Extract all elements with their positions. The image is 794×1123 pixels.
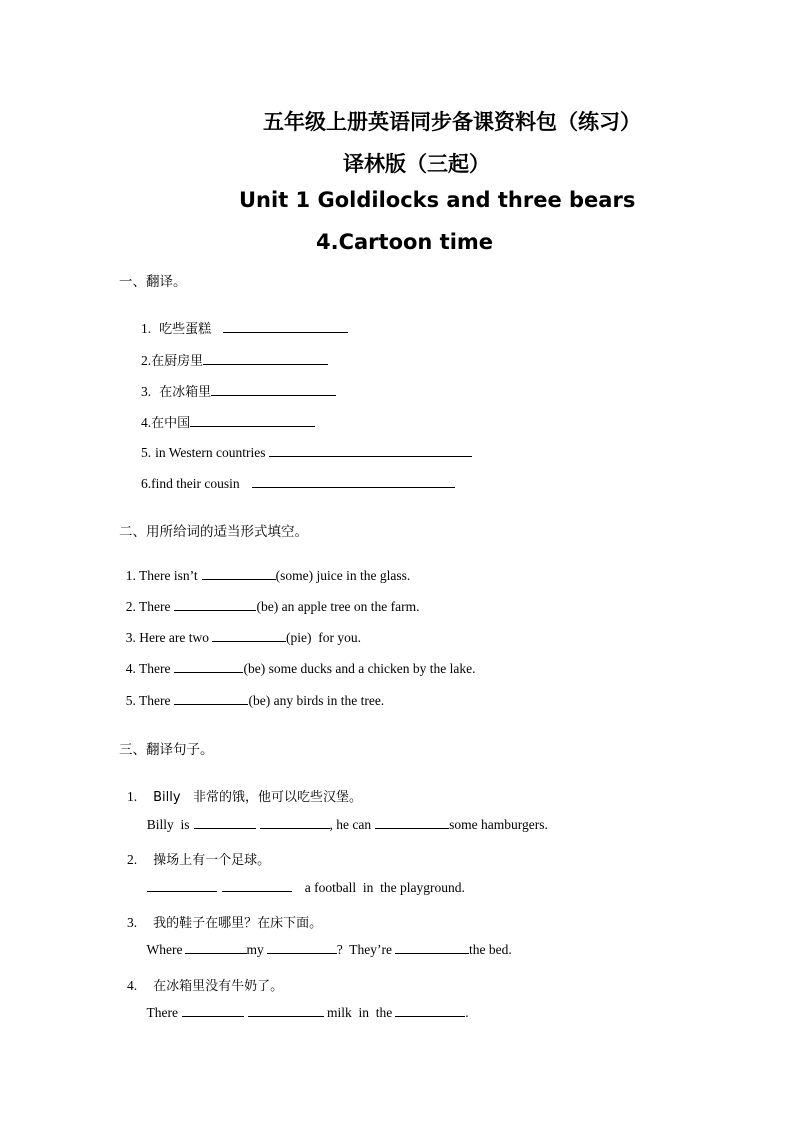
item-number: 2.	[127, 852, 138, 867]
section2-item	[119, 582, 420, 615]
section2-item	[119, 551, 410, 584]
answer-text: There	[146, 1005, 178, 1020]
answer-text: some hamburgers.	[449, 817, 548, 832]
answer-text: , he can	[329, 817, 372, 832]
section3-heading: 三、翻译句子。	[119, 742, 214, 758]
lesson-title: 4.Cartoon time	[316, 230, 494, 254]
section3-answer-line	[140, 863, 465, 896]
chinese-sentence: Billy 非常的饿，他可以吃些汉堡。	[153, 790, 362, 805]
answer-blank[interactable]	[260, 816, 330, 829]
answer-text: Billy is	[146, 817, 190, 832]
item-number: 6.	[141, 476, 152, 491]
item-text: 在厨房里	[151, 354, 204, 369]
section2-item	[119, 676, 384, 709]
item-suffix: (be) some ducks and a chicken by the lake.	[243, 661, 476, 676]
answer-blank[interactable]	[194, 816, 256, 829]
chinese-sentence: 我的鞋子在哪里？在床下面。	[153, 916, 323, 931]
item-suffix: (some) juice in the glass.	[275, 568, 411, 583]
item-number: 3.	[141, 384, 152, 399]
item-prefix: 5. There	[125, 693, 171, 708]
item-suffix: (be) an apple tree on the farm.	[256, 599, 420, 614]
edition-subtitle: 译林版（三起）	[343, 152, 490, 176]
item-text: in Western countries	[155, 445, 266, 460]
item-text: 在中国	[151, 416, 191, 431]
answer-blank[interactable]	[147, 879, 217, 892]
section3-answer-line	[140, 925, 512, 958]
item-text: find their cousin	[151, 476, 240, 491]
item-number: 3.	[127, 915, 138, 930]
item-text: 吃些蛋糕	[159, 322, 212, 337]
item-prefix: 1. There isn’t	[125, 568, 198, 583]
answer-text: my	[246, 942, 264, 957]
answer-blank[interactable]	[375, 816, 449, 829]
answer-blank[interactable]	[395, 1004, 465, 1017]
item-text: 在冰箱里	[159, 385, 212, 400]
answer-text: the bed.	[469, 942, 512, 957]
section2-heading: 二、用所给词的适当形式填空。	[119, 524, 308, 540]
unit-title: Unit 1 Goldilocks and three bears	[239, 188, 636, 212]
section3-answer-line	[140, 800, 548, 833]
answer-blank[interactable]	[174, 598, 256, 611]
answer-blank[interactable]	[174, 660, 243, 673]
answer-blank[interactable]	[202, 567, 276, 580]
item-prefix: 3. Here are two	[125, 630, 209, 645]
item-number: 4.	[127, 978, 138, 993]
item-suffix: (pie) for you.	[285, 630, 361, 645]
answer-text: ? They’re	[336, 942, 392, 957]
item-suffix: (be) any birds in the tree.	[248, 693, 385, 708]
answer-blank[interactable]	[185, 941, 247, 954]
answer-text: Where	[146, 942, 183, 957]
section2-item	[119, 613, 361, 646]
section1-heading: 一、翻译。	[119, 274, 187, 290]
answer-blank[interactable]	[174, 692, 248, 705]
section1-item	[133, 457, 455, 493]
answer-blank[interactable]	[182, 1004, 244, 1017]
item-prefix: 4. There	[125, 661, 171, 676]
item-number: 4.	[141, 415, 152, 430]
answer-blank[interactable]	[222, 879, 292, 892]
item-number: 2.	[141, 353, 152, 368]
answer-blank[interactable]	[395, 941, 469, 954]
item-prefix: 2. There	[125, 599, 171, 614]
answer-text: .	[465, 1005, 469, 1020]
item-number: 5.	[141, 445, 152, 460]
answer-blank[interactable]	[212, 629, 286, 642]
answer-blank[interactable]	[269, 444, 472, 457]
section3-answer-line	[140, 988, 469, 1021]
answer-blank[interactable]	[252, 475, 455, 488]
answer-blank[interactable]	[248, 1004, 324, 1017]
answer-blank[interactable]	[267, 941, 337, 954]
item-number: 1.	[127, 789, 138, 804]
answer-text: a football in the playground.	[304, 880, 465, 895]
answer-text: milk in the	[327, 1005, 393, 1020]
chinese-sentence: 在冰箱里没有牛奶了。	[153, 979, 284, 994]
document-title: 五年级上册英语同步备课资料包（练习）	[263, 110, 641, 134]
chinese-sentence: 操场上有一个足球。	[153, 853, 271, 868]
section2-item	[119, 644, 476, 677]
item-number: 1.	[141, 321, 152, 336]
